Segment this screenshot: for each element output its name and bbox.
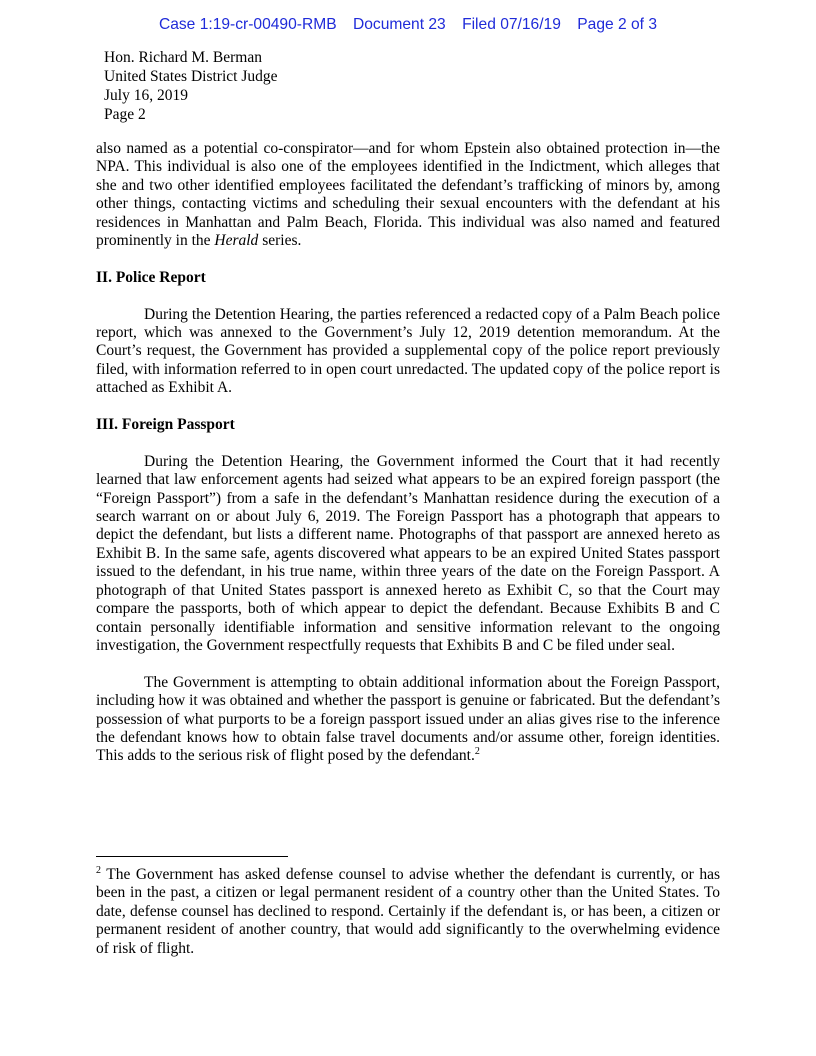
letter-date: July 16, 2019 — [104, 87, 188, 104]
addressee-title: United States District Judge — [104, 68, 278, 85]
paragraph-foreign-passport: During the Detention Hearing, the Government informed the Court that it had recently learned that law enforcement agents had seized what appears to be an expired foreign passport (the “Foreign Passport”) from a safe in the defendant’s Manhattan residence during the execution of a search warrant on or about July 6, 2019. The Foreign Passport has a photograph that appears to depict the defendant, but lists a different name. Photographs of that passport are annexed hereto as Exhibit B. In the same safe, agents discovered what appears to be an expired United States passport issued to the defendant, in his true name, within three years of the date on the Foreign Passport. A photograph of that United States passport is annexed hereto as Exhibit C, so that the Court may compare the passports, both of which appear to depict the defendant. Because Exhibits B and C contain personally identifiable information and sensitive information relevant to the ongoing investigation, the Government respectfully requests that Exhibits B and C be filed under seal. — [96, 452, 720, 654]
addressee: Hon. Richard M. Berman — [104, 49, 262, 66]
footnote-number: 2 — [96, 865, 101, 876]
paragraph-flight-risk: The Government is attempting to obtain additional information about the Foreign Passport, including how it was obtained and whether the passport is genuine or fabricated. But the defendant’s possession of what purports to be a foreign passport issued under an alias gives rise to the inference the defendant knows how to obtain false travel documents and/or assume other, foreign identities. This adds to the serious risk of flight posed by the defendant.$^2$ — [96, 673, 720, 765]
footnote-divider — [96, 856, 288, 857]
document-number: Document 23 — [352, 16, 446, 33]
herald-title: Herald — [214, 232, 259, 250]
case-header — [0, 16, 816, 34]
letter-head — [104, 48, 278, 124]
case-number: Case 1:19-cr-00490-RMB — [158, 16, 337, 33]
page-count: Page 2 of 3 — [577, 16, 658, 33]
letter-body — [96, 140, 720, 766]
heading-police-report: II. Police Report — [96, 268, 206, 286]
heading-foreign-passport: III. Foreign Passport — [96, 416, 235, 434]
paragraph-police-report: During the Detention Hearing, the parties referenced a redacted copy of a Palm Beach police report, which was annexed to the Government’s July 12, 2019 detention memorandum. At the Court’s request, the Government has provided a supplemental copy of the police report previously filed, with information referred to in open court unredacted. The updated copy of the police report is attached as Exhibit A. — [96, 305, 720, 397]
letter-page: Page 2 — [104, 106, 146, 123]
footnote — [96, 866, 720, 958]
filed-date: Filed 07/16/19 — [462, 16, 561, 33]
footnote-ref: 2 — [474, 746, 480, 758]
paragraph-continued: also named as a potential co-conspirator—and for whom Epstein also obtained protection in—the NPA. This individual is also one of the employees identified in the Indictment, which alleges that she and two other identified employees facilitated the defendant’s trafficking of minors by, among other things, contacting victims and scheduling their sexual encounters with the defendant at his residences in Manhattan and Palm Beach, Florida. This individual was also named and featured prominently in the Herald series. — [96, 140, 720, 250]
footnote-text: The Government has asked defense counsel to advise whether the defendant is currently, or has been in the past, a citizen or legal permanent resident of a country other than the United States. To date, defense counsel has declined to respond. Certainly if the defendant is, or has been, a citizen or permanent resident of another country, that would add significantly to the overwhelming evidence of risk of flight. — [96, 866, 720, 957]
